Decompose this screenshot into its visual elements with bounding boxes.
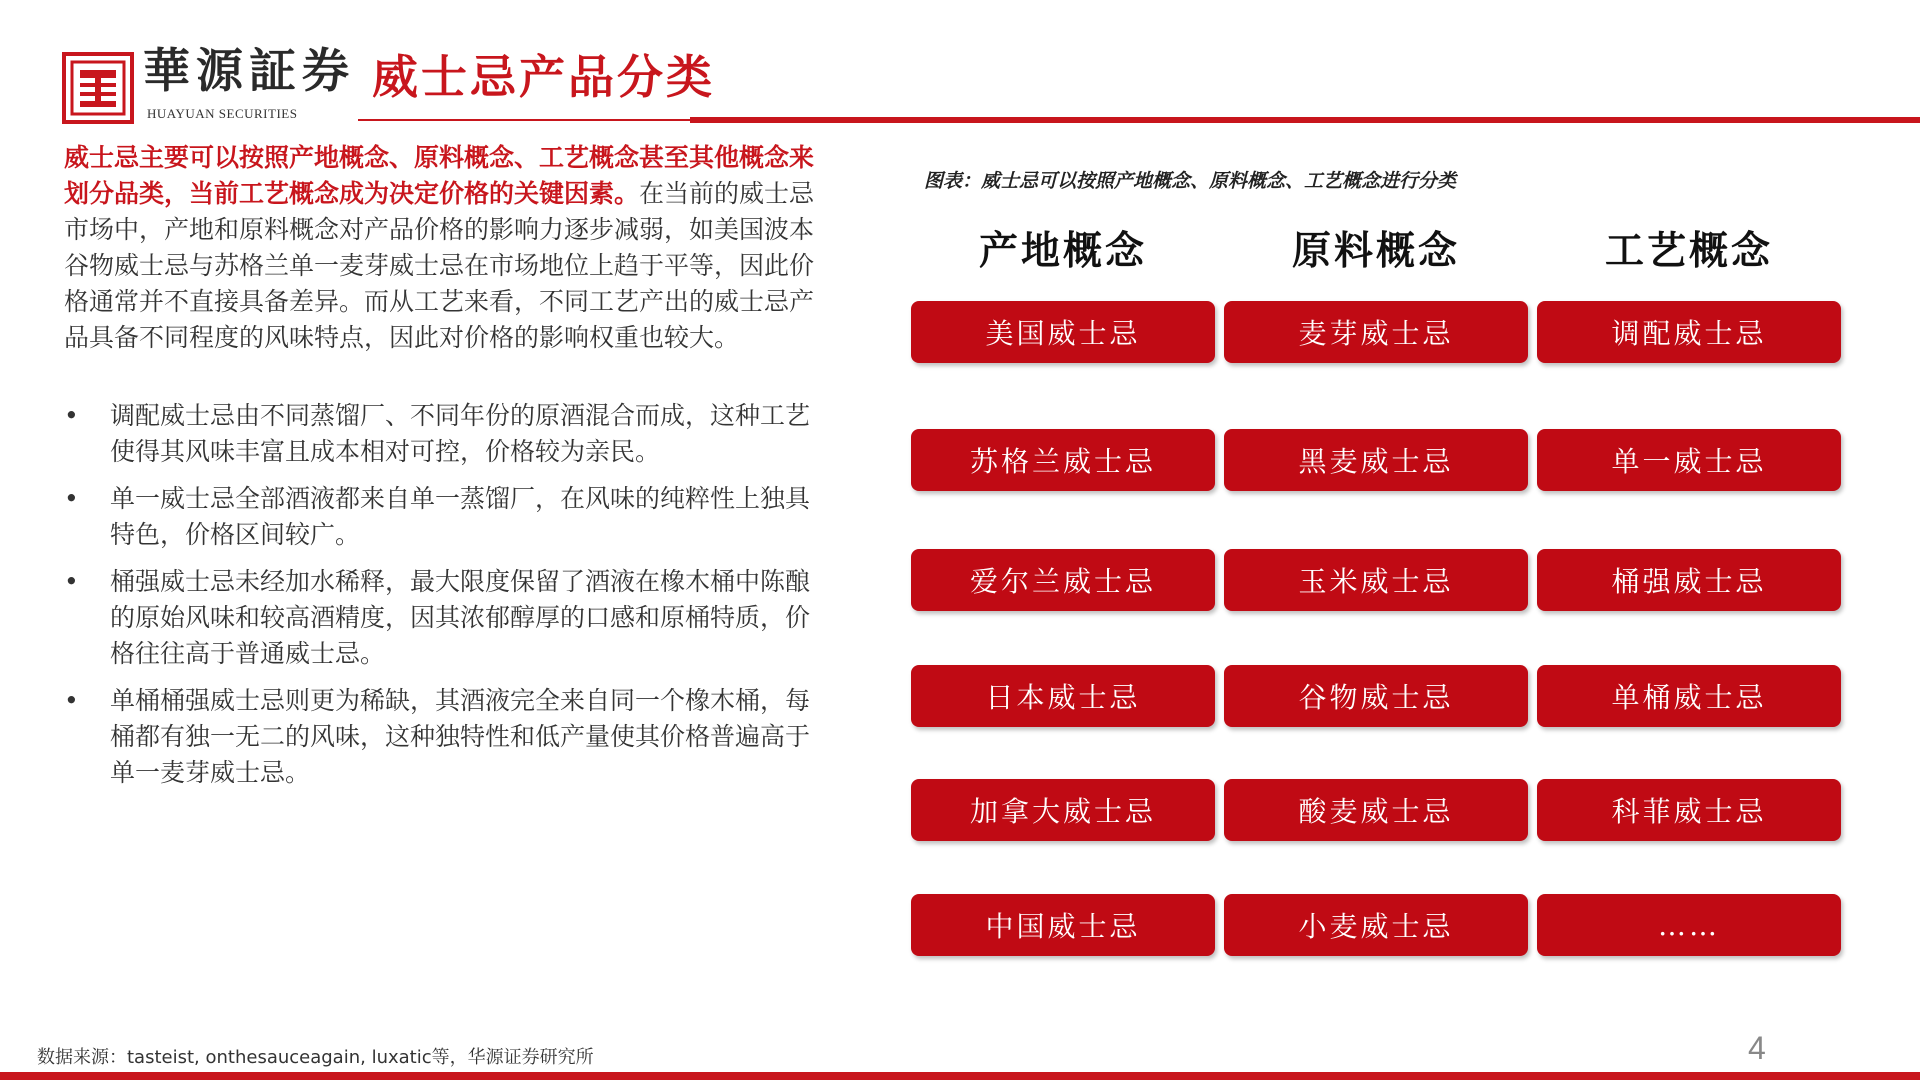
bullet-text: 调配威士忌由不同蒸馏厂、不同年份的原酒混合而成，这种工艺使得其风味丰富且成本相对可控，价格较为亲民。 bbox=[110, 401, 811, 466]
category-cell-process: 单桶威士忌 bbox=[1537, 665, 1841, 727]
bullet-item bbox=[64, 564, 834, 672]
category-cell-ingredient: 黑麦威士忌 bbox=[1224, 429, 1528, 491]
column-header-ingredient: 原料概念 bbox=[1291, 228, 1460, 274]
category-cell-process: 调配威士忌 bbox=[1537, 301, 1841, 363]
category-cell-ingredient: 酸麦威士忌 bbox=[1224, 779, 1528, 841]
bullet-item bbox=[64, 481, 834, 553]
column-header-process: 工艺概念 bbox=[1604, 228, 1773, 274]
category-cell-ingredient: 麦芽威士忌 bbox=[1224, 301, 1528, 363]
bullet-text: 桶强威士忌未经加水稀释，最大限度保留了酒液在橡木桶中陈酿的原始风味和较高酒精度，因其浓郁醇厚的口感和原桶特质，价格往往高于普通威士忌。 bbox=[110, 567, 811, 668]
page-number: 4 bbox=[1748, 1030, 1766, 1066]
category-cell-process: 桶强威士忌 bbox=[1537, 549, 1841, 611]
category-cell-process: 单一威士忌 bbox=[1537, 429, 1841, 491]
intro-paragraph bbox=[64, 140, 834, 356]
category-cell-origin: 美国威士忌 bbox=[911, 301, 1215, 363]
bullet-marker: • bbox=[64, 686, 79, 715]
category-cell-ingredient: 谷物威士忌 bbox=[1224, 665, 1528, 727]
bullet-marker: • bbox=[64, 484, 79, 513]
category-cell-origin: 爱尔兰威士忌 bbox=[911, 549, 1215, 611]
page-title: 威士忌产品分类 bbox=[372, 50, 715, 104]
header-divider-thick bbox=[690, 117, 1920, 123]
category-cell-origin: 加拿大威士忌 bbox=[911, 779, 1215, 841]
brand-name: 華源証券 bbox=[143, 44, 355, 99]
category-cell-origin: 日本威士忌 bbox=[911, 665, 1215, 727]
bullet-item bbox=[64, 398, 834, 470]
header-divider-thin bbox=[358, 119, 690, 121]
bullet-item bbox=[64, 683, 834, 791]
brand-subtitle: HUAYUAN SECURITIES bbox=[147, 106, 298, 121]
category-cell-ingredient: 玉米威士忌 bbox=[1224, 549, 1528, 611]
category-cell-process: …… bbox=[1537, 894, 1841, 956]
huayuan-logo-icon bbox=[62, 52, 134, 124]
column-header-origin: 产地概念 bbox=[978, 228, 1147, 274]
intro-highlight: 威士忌主要可以按照产地概念、原料概念、工艺概念甚至其他概念来划分品类，当前工艺概念成为决定价格的关键因素。 bbox=[64, 143, 815, 208]
footer-divider bbox=[0, 1072, 1920, 1080]
figure-caption: 图表：威士忌可以按照产地概念、原料概念、工艺概念进行分类 bbox=[924, 171, 1457, 192]
bullet-text: 单桶桶强威士忌则更为稀缺，其酒液完全来自同一个橡木桶，每桶都有独一无二的风味，这种独特性和低产量使其价格普遍高于单一麦芽威士忌。 bbox=[110, 686, 811, 787]
bullet-list bbox=[64, 398, 834, 802]
data-source-note: 数据来源：tasteist, onthesauceagain, luxatic等，华源证券研究所 bbox=[37, 1047, 594, 1068]
bullet-text: 单一威士忌全部酒液都来自单一蒸馏厂，在风味的纯粹性上独具特色，价格区间较广。 bbox=[110, 484, 811, 549]
intro-body: 在当前的威士忌市场中，产地和原料概念对产品价格的影响力逐步减弱，如美国波本谷物威士忌与苏格兰单一麦芽威士忌在市场地位上趋于平等，因此价格通常并不直接具备差异。而从工艺来看，不同工艺产出的威士忌产品具备不同程度的风味特点，因此对价格的影响权重也较大。 bbox=[64, 179, 815, 352]
category-cell-ingredient: 小麦威士忌 bbox=[1224, 894, 1528, 956]
category-cell-origin: 苏格兰威士忌 bbox=[911, 429, 1215, 491]
category-cell-origin: 中国威士忌 bbox=[911, 894, 1215, 956]
bullet-marker: • bbox=[64, 401, 79, 430]
bullet-marker: • bbox=[64, 567, 79, 596]
category-cell-process: 科菲威士忌 bbox=[1537, 779, 1841, 841]
